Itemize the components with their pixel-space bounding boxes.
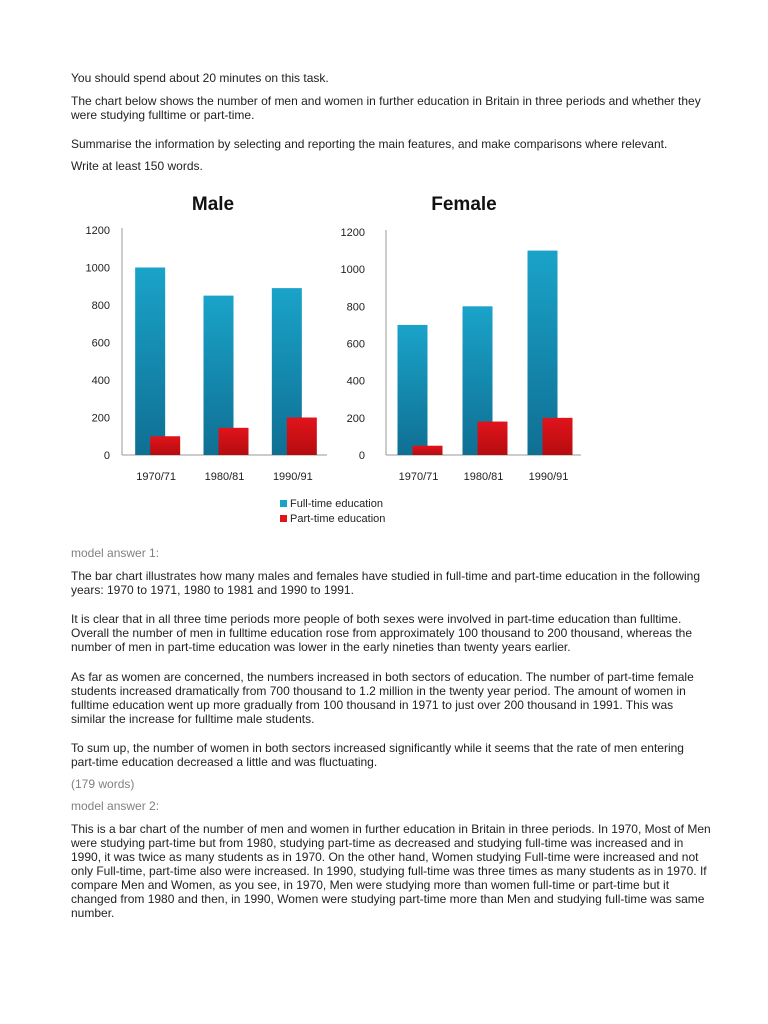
task-duration: You should spend about 20 minutes on this task. <box>71 71 329 85</box>
answer1-paragraph-3: As far as women are concerned, the numbers increased in both sectors of education. The number of part-time female students increased dramatically from 700 thousand to 1.2 million in the twenty year period. The amount of women in fulltime education went up more gradually from 100 thousand in 1971 to just over 200 thousand in 1991. This was similar the increase for fulltime male students. <box>71 670 694 726</box>
answer1-heading: model answer 1: <box>71 546 160 560</box>
male-bar-parttime-1970-71 <box>150 436 180 455</box>
female-bar-fulltime-1970-71 <box>398 325 428 455</box>
task-description: The chart below shows the number of men and women in further education in Britain in three periods and whether they were studying fulltime or part-time. <box>71 94 701 122</box>
male-y-tick-label: 200 <box>91 412 110 425</box>
legend-swatch-parttime <box>280 515 287 522</box>
female-y-tick-label: 600 <box>346 338 365 351</box>
female-bar-parttime-1980-81 <box>478 422 508 455</box>
answer2-heading: model answer 2: <box>71 799 160 813</box>
female-y-tick-label: 800 <box>346 301 365 314</box>
male-x-tick-label: 1980/81 <box>204 471 245 483</box>
female-y-tick-label: 1200 <box>340 227 365 239</box>
male-y-tick-label: 600 <box>91 337 110 350</box>
legend-swatch-fulltime <box>280 500 287 507</box>
answer1-paragraph-4: To sum up, the number of women in both sectors increased significantly while it seems that the rate of men entering part-time education decreased a little and was fluctuating. <box>71 741 684 769</box>
male-y-tick-label: 800 <box>91 300 110 312</box>
female-chart-panel <box>341 194 581 483</box>
task-word-requirement: Write at least 150 words. <box>71 159 203 173</box>
legend-label-parttime: Part-time education <box>290 513 386 525</box>
male-chart-panel <box>86 194 327 483</box>
male-chart-title: Male <box>191 194 235 215</box>
female-bar-parttime-1970-71 <box>413 446 443 455</box>
female-y-tick-label: 200 <box>346 412 365 425</box>
male-x-tick-label: 1990/91 <box>272 471 313 483</box>
female-x-tick-label: 1980/81 <box>463 471 504 483</box>
female-x-tick-label: 1990/91 <box>528 471 569 483</box>
chart-legend <box>280 498 385 525</box>
female-chart-title: Female <box>431 194 497 215</box>
bar-charts <box>60 185 600 530</box>
answer2-paragraph-1: This is a bar chart of the number of men and women in further education in Britain in three periods. In 1970, Most of Men were studying part-time but from 1980, studying part-time as decreased and studying full-time was increased and in 1990, it was twice as many students as in 1970. On the other hand, Women studying Full-time were increased and not only Full-time, part-time also were increased. In 1990, studying full-time was three times as many students as in 1970. If compare Men and Women, as you see, in 1970, Men were studying more than women full-time or part-time but it changed from 1980 and then, in 1990, Women were studying part-time more than Men and studying full-time was same number. <box>71 822 711 920</box>
legend-label-fulltime: Full-time education <box>290 498 383 510</box>
male-bar-parttime-1990-91 <box>287 418 317 456</box>
answer1-paragraph-2: It is clear that in all three time periods more people of both sexes were involved in part-time education than fulltime. Overall the number of men in fulltime education rose from approximately 100 thousand to 200 thousand, whereas the number of men in part-time education was lower in the early nineties than twenty years earlier. <box>71 612 693 654</box>
answer1-paragraph-1: The bar chart illustrates how many males and females have studied in full-time and part-time education in the following years: 1970 to 1971, 1980 to 1981 and 1990 to 1991. <box>71 569 700 597</box>
male-x-tick-label: 1970/71 <box>136 471 177 483</box>
female-y-tick-label: 1000 <box>340 264 365 277</box>
male-y-tick-label: 1200 <box>85 225 110 237</box>
female-y-tick-label: 400 <box>346 375 365 388</box>
female-x-tick-label: 1970/71 <box>398 471 439 483</box>
task-instruction: Summarise the information by selecting and reporting the main features, and make comparisons where relevant. <box>71 137 668 151</box>
male-bar-parttime-1980-81 <box>219 428 249 455</box>
male-bar-fulltime-1970-71 <box>135 268 165 456</box>
female-bar-parttime-1990-91 <box>543 418 573 455</box>
male-y-tick-label: 1000 <box>85 262 110 275</box>
male-y-tick-label: 0 <box>103 450 110 462</box>
answer1-word-count: (179 words) <box>71 777 135 791</box>
male-y-tick-label: 400 <box>91 375 110 387</box>
female-y-tick-label: 0 <box>358 450 365 462</box>
